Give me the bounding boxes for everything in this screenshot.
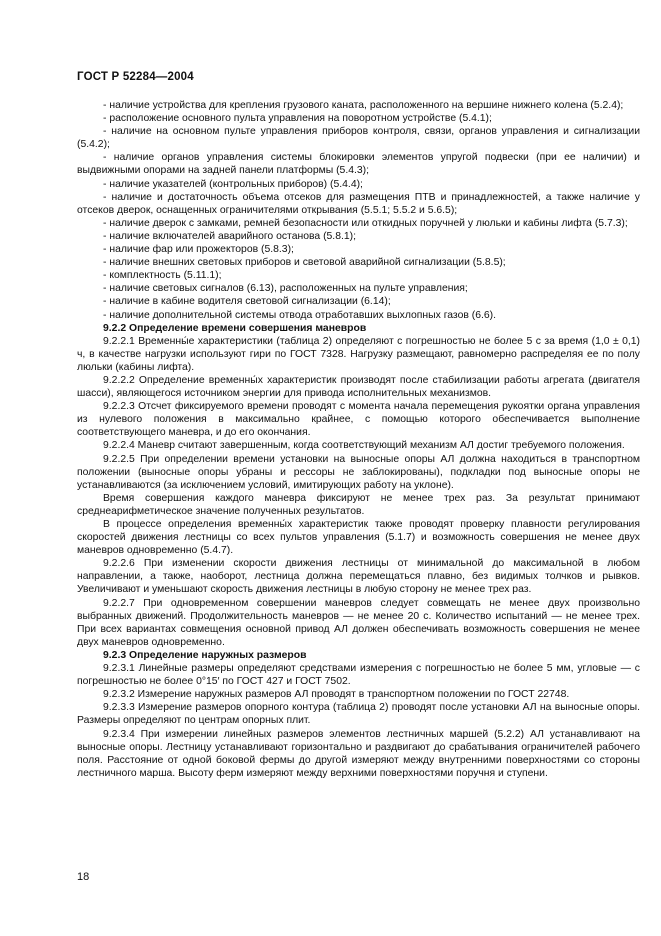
paragraph: Время совершения каждого маневра фиксируют не менее трех раз. За результат принимают среднеарифметическое значение полученных результатов.: [77, 492, 640, 517]
paragraph: - наличие и достаточность объема отсеков для размещения ПТВ и принадлежностей, а также наличие у отсеков дверок, оснащенных ограничителями открывания (5.5.1; 5.5.2 и 5.6.5);: [77, 191, 640, 216]
paragraph: - наличие указателей (контрольных приборов) (5.4.4);: [103, 178, 363, 190]
paragraph: 9.2.3.2 Измерение наружных размеров АЛ проводят в транспортном положении по ГОСТ 22748.: [103, 689, 570, 701]
paragraph: 9.2.2.6 При изменении скорости движения лестницы от минимальной до максимальной в любом направлении, а также, наоборот, лестница должна перемещаться плавно, без видимых толчков и рывков. Увеличивают и уменьшают скорость движения лестницы в любую сторону не менее трех раз.: [77, 558, 640, 596]
paragraph: - комплектность (5.11.1);: [103, 270, 222, 282]
paragraph: 9.2.2.1 Временны́е характеристики (таблица 2) определяют с погрешностью не более 5 с за время (1,0 ± 0,1) ч, в качестве нагрузки используют гири по ГОСТ 7328. Нагрузку размещают, равномерно распределяя ее по полу люльки (кабины лифта).: [77, 335, 640, 373]
section-heading: 9.2.2 Определение времени совершения маневров: [103, 322, 367, 334]
paragraph: 9.2.3.1 Линейные размеры определяют средствами измерения с погрешностью не более 5 мм, угловые — с погрешностью не более 0°15′ по ГОСТ 427 и ГОСТ 7502.: [77, 663, 640, 688]
paragraph: 9.2.3.3 Измерение размеров опорного контура (таблица 2) проводят после установки АЛ на выносные опоры. Размеры определяют по центрам опорных плит.: [77, 702, 640, 727]
paragraph: 9.2.2.2 Определение временны́х характеристик производят после стабилизации работы агрегата (двигателя шасси), являющегося источником энергии для привода исполнительных механизмов.: [77, 374, 640, 400]
page-number: 18: [77, 871, 90, 883]
paragraph: - наличие включателей аварийного останова (5.8.1);: [103, 230, 356, 242]
paragraph: - наличие устройства для крепления грузового каната, расположенного на вершине нижнего колена (5.2.4);: [103, 100, 624, 111]
paragraph: - наличие на основном пульте управления приборов контроля, связи, органов управления и сигнализации (5.4.2);: [77, 126, 640, 151]
paragraph: - наличие дополнительной системы отвода отработавших выхлопных газов (6.6).: [103, 309, 497, 321]
paragraph: - наличие внешних световых приборов и световой аварийной сигнализации (5.8.5);: [103, 257, 506, 269]
paragraph: 9.2.2.3 Отсчет фиксируемого времени проводят с момента начала перемещения рукоятки органа управления из нулевого положения в максимально крайнее, с помощью которого обеспечивается выполнение соответствующего маневра, и до его окончания.: [77, 401, 640, 439]
paragraph: - наличие фар или прожекторов (5.8.3);: [103, 244, 294, 256]
paragraph: - наличие световых сигналов (6.13), расположенных на пульте управления;: [103, 283, 468, 295]
paragraph: - наличие в кабине водителя световой сигнализации (6.14);: [103, 296, 391, 308]
section-heading: 9.2.3 Определение наружных размеров: [103, 649, 307, 661]
paragraph: В процессе определения временны́х характеристик также проводят проверку плавности регулирования скоростей движения лестницы со всех пультов управления (5.1.7) и возможность совершения не менее двух маневров одновременно (5.4.7).: [77, 519, 640, 557]
paragraph: - наличие дверок с замками, ремней безопасности или откидных поручней у люльки и кабины лифта (5.7.3);: [103, 217, 628, 229]
document-header: ГОСТ Р 52284—2004: [77, 71, 194, 83]
paragraph: 9.2.2.7 При одновременном совершении маневров следует совмещать не менее двух произвольно выбранных движений. Продолжительность маневров — не менее 20 с. Количество испытаний — не менее трех. При всех вариантах совмещения основной привод АЛ должен обеспечивать возможность совершения не менее двух маневров одновременно.: [77, 597, 640, 648]
paragraph: - наличие органов управления системы блокировки элементов упругой подвески (при ее наличии) и выдвижными опорами на задней панели платформы (5.4.3);: [77, 152, 640, 177]
paragraph: 9.2.2.4 Маневр считают завершенным, когда соответствующий механизм АЛ достиг требуемого положения.: [103, 440, 625, 452]
paragraph: 9.2.3.4 При измерении линейных размеров элементов лестничных маршей (5.2.2) АЛ устанавливают на выносные опоры. Лестницу устанавливают горизонтально и раздвигают до срабатывания ограничителей рабочего поля. Расстояние от одной боковой фермы до другой измеряют между внутренними поверхностями со стороны лестничного марша. Высоту ферм измеряют между верхними поверхностями поручня и ступени.: [77, 728, 640, 779]
paragraph: 9.2.2.5 При определении времени установки на выносные опоры АЛ должна находиться в транспортном положении (выносные опоры убраны и рессоры не заблокированы), подкладки под выносные опоры не устанавливаются (за исключением условий, имитирующих работу на уклоне).: [77, 453, 640, 491]
paragraph: - расположение основного пульта управления на поворотном устройстве (5.4.1);: [103, 113, 492, 125]
document-body: [77, 99, 640, 780]
